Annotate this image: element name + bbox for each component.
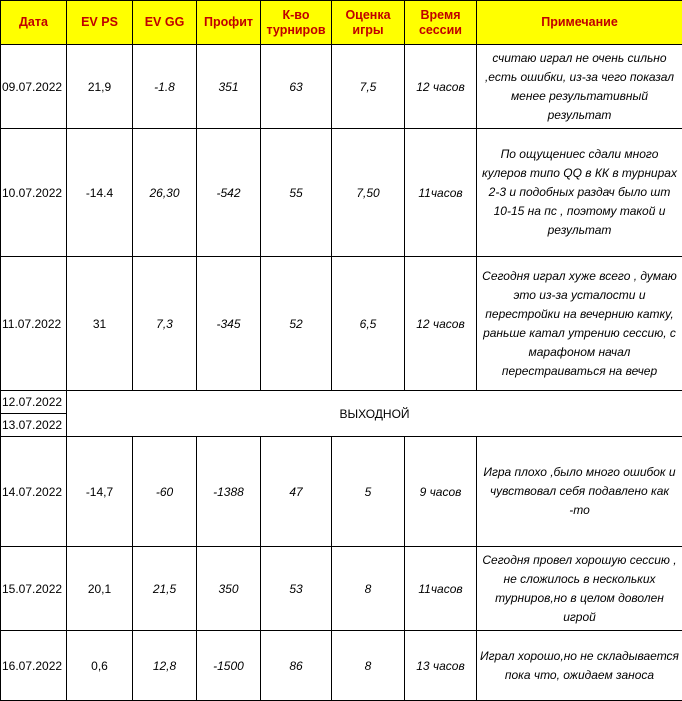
- cell-profit: 351: [197, 45, 261, 129]
- cell-tournaments: 47: [261, 437, 332, 547]
- cell-date: 15.07.2022: [1, 547, 67, 631]
- header-date: Дата: [1, 1, 67, 45]
- cell-rating: 7,50: [332, 129, 405, 257]
- cell-ev-gg: 26,30: [133, 129, 197, 257]
- cell-profit: 350: [197, 547, 261, 631]
- table-row-day-off: [1, 391, 682, 414]
- cell-ev-gg: 21,5: [133, 547, 197, 631]
- cell-ev-ps: 0,6: [67, 631, 133, 701]
- header-note: Примечание: [477, 1, 682, 45]
- cell-ev-gg: 7,3: [133, 257, 197, 391]
- cell-ev-ps: 31: [67, 257, 133, 391]
- cell-date: 14.07.2022: [1, 437, 67, 547]
- cell-date: 13.07.2022: [1, 414, 67, 437]
- table-row: [1, 45, 682, 129]
- cell-session: 9 часов: [405, 437, 477, 547]
- header-tournaments: К-во турниров: [261, 1, 332, 45]
- cell-ev-ps: -14.4: [67, 129, 133, 257]
- table-row: [1, 129, 682, 257]
- cell-rating: 7,5: [332, 45, 405, 129]
- cell-profit: -345: [197, 257, 261, 391]
- cell-tournaments: 52: [261, 257, 332, 391]
- cell-session: 11часов: [405, 129, 477, 257]
- cell-note: Игра плохо ,было много ошибок и чувствовал себя подавлено как -то: [477, 437, 682, 547]
- cell-tournaments: 63: [261, 45, 332, 129]
- cell-note: считаю играл не очень сильно ,есть ошибки, из-за чего показал менее результативный результат: [477, 45, 682, 129]
- cell-ev-ps: 20,1: [67, 547, 133, 631]
- cell-date: 10.07.2022: [1, 129, 67, 257]
- header-profit: Профит: [197, 1, 261, 45]
- day-off-label: ВЫХОДНОЙ: [67, 391, 682, 437]
- cell-date: 16.07.2022: [1, 631, 67, 701]
- cell-ev-ps: -14,7: [67, 437, 133, 547]
- cell-note: Сегодня провел хорошую сессию , не сложилось в нескольких турниров,но в целом доволен игрой: [477, 547, 682, 631]
- cell-profit: -1500: [197, 631, 261, 701]
- header-ev-gg: EV GG: [133, 1, 197, 45]
- cell-session: 11часов: [405, 547, 477, 631]
- cell-ev-gg: -1.8: [133, 45, 197, 129]
- cell-note: Сегодня играл хуже всего , думаю это из-за усталости и перестройки на вечернию катку, раньше катал утрению сессию, с марафоном начал перестраиваться на вечер: [477, 257, 682, 391]
- header-ev-ps: EV PS: [67, 1, 133, 45]
- header-row: [1, 1, 682, 45]
- cell-date: 12.07.2022: [1, 391, 67, 414]
- cell-tournaments: 86: [261, 631, 332, 701]
- cell-note: По ощущениес сдали много кулеров типо QQ в КК в турнирах 2-3 и подобных раздач было шт 10-15 на пс , поэтому такой и результат: [477, 129, 682, 257]
- cell-profit: -542: [197, 129, 261, 257]
- cell-profit: -1388: [197, 437, 261, 547]
- cell-session: 13 часов: [405, 631, 477, 701]
- cell-rating: 5: [332, 437, 405, 547]
- cell-rating: 8: [332, 547, 405, 631]
- cell-ev-gg: -60: [133, 437, 197, 547]
- table-row: [1, 257, 682, 391]
- cell-rating: 6,5: [332, 257, 405, 391]
- header-session: Время сессии: [405, 1, 477, 45]
- cell-rating: 8: [332, 631, 405, 701]
- cell-ev-ps: 21,9: [67, 45, 133, 129]
- header-rating: Оценка игры: [332, 1, 405, 45]
- cell-tournaments: 55: [261, 129, 332, 257]
- cell-tournaments: 53: [261, 547, 332, 631]
- cell-session: 12 часов: [405, 257, 477, 391]
- cell-session: 12 часов: [405, 45, 477, 129]
- table-row: [1, 547, 682, 631]
- cell-date: 09.07.2022: [1, 45, 67, 129]
- table-row: [1, 631, 682, 701]
- cell-date: 11.07.2022: [1, 257, 67, 391]
- cell-ev-gg: 12,8: [133, 631, 197, 701]
- table-row: [1, 437, 682, 547]
- cell-note: Играл хорошо,но не складывается пока что, ожидаем заноса: [477, 631, 682, 701]
